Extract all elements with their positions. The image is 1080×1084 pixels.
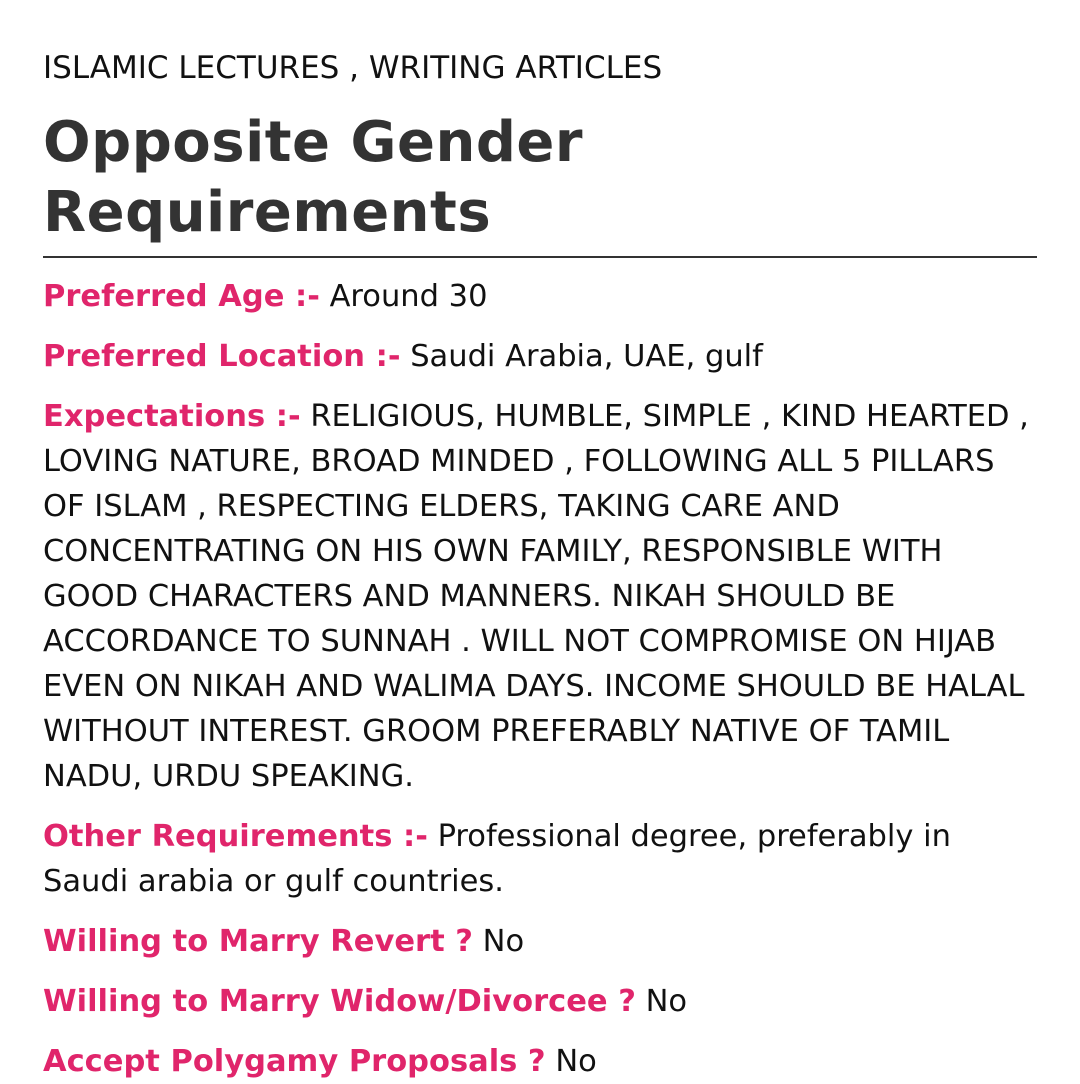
page-title: Opposite Gender Requirements xyxy=(43,110,584,245)
field-label: Expectations :- xyxy=(43,399,301,434)
field-label: Willing to Marry Widow/Divorcee ? xyxy=(43,984,636,1019)
field-polygamy xyxy=(43,1039,1037,1084)
field-expectations xyxy=(43,394,1037,799)
field-value: No xyxy=(645,984,688,1019)
field-value: Around 30 xyxy=(329,279,488,314)
field-other-requirements xyxy=(43,814,1037,904)
field-value: RELIGIOUS, HUMBLE, SIMPLE , KIND HEARTED , LOVING NATURE, BROAD MINDED , FOLLOWING ALL 5 PILLARS OF ISLAM , RESPECTING ELDERS, TAKING CARE AND CONCENTRATING ON HIS OWN FAMILY, RESPONSIBLE WITH GOOD CHARACTERS AND MANNERS. NIKAH SHOULD BE ACCORDANCE TO SUNNAH . WILL NOT COMPROMISE ON HIJAB EVEN ON NIKAH AND WALIMA DAYS. INCOME SHOULD BE HALAL WITHOUT INTEREST. GROOM PREFERABLY NATIVE OF TAMIL NADU, URDU SPEAKING. xyxy=(43,399,1029,794)
field-preferred-age xyxy=(43,274,1037,319)
field-label: Preferred Location :- xyxy=(43,339,401,374)
field-value: Saudi Arabia, UAE, gulf xyxy=(410,339,763,374)
field-marry-widow xyxy=(43,979,1037,1024)
field-value: No xyxy=(555,1044,597,1079)
field-preferred-location xyxy=(43,334,1037,379)
category-line: ISLAMIC LECTURES , WRITING ARTICLES xyxy=(43,50,663,86)
field-marry-revert xyxy=(43,919,1037,964)
field-label: Other Requirements :- xyxy=(43,819,428,854)
field-label: Willing to Marry Revert ? xyxy=(43,924,473,959)
field-label: Accept Polygamy Proposals ? xyxy=(43,1044,546,1079)
field-value: No xyxy=(482,924,525,959)
title-divider xyxy=(43,256,1037,258)
field-value: Professional degree, preferably in Saudi arabia or gulf countries. xyxy=(43,819,951,899)
field-label: Preferred Age :- xyxy=(43,279,320,314)
